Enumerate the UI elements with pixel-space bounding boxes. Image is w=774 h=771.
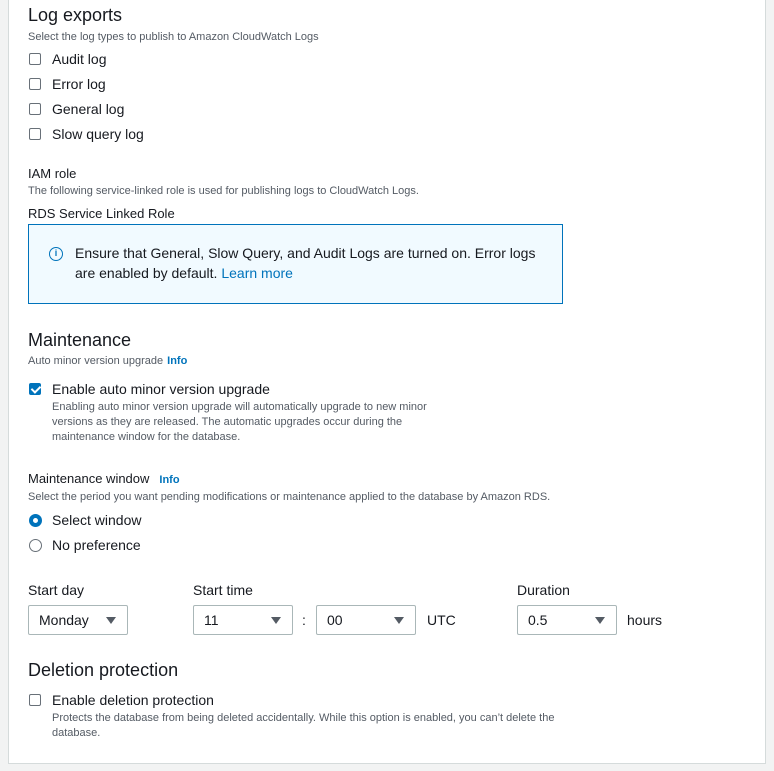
- alert-message: [75, 243, 555, 283]
- iam-role-description: The following service-linked role is used for publishing logs to CloudWatch Logs.: [28, 185, 419, 197]
- start-day-value: Monday: [39, 612, 89, 628]
- maintenance-window-info-link[interactable]: Info: [159, 474, 180, 486]
- chevron-down-icon: [394, 617, 404, 624]
- duration-label: Duration: [517, 582, 570, 598]
- duration-value: 0.5: [528, 612, 548, 628]
- deletion-protection-hint: Protects the database from being deleted accidentally. While this option is enabled, you can’t delete the database.: [52, 712, 555, 739]
- duration-unit: hours: [627, 612, 663, 628]
- deletion-protection-checkbox[interactable]: [29, 694, 41, 706]
- duration-select[interactable]: [517, 605, 617, 635]
- start-hour-value: 11: [204, 612, 219, 628]
- start-day-select[interactable]: [28, 605, 128, 635]
- audit-log-checkbox[interactable]: [29, 53, 41, 65]
- learn-more-link[interactable]: Learn more: [221, 265, 293, 281]
- maintenance-heading: Maintenance: [28, 330, 132, 350]
- auto-minor-info-link[interactable]: Info: [167, 355, 188, 367]
- start-time-label: Start time: [193, 582, 253, 598]
- maintenance-window-text: Maintenance window: [28, 471, 150, 486]
- maintenance-window-description: Select the period you want pending modifications or maintenance applied to the database by Amazon RDS.: [28, 491, 551, 503]
- audit-log-label[interactable]: Audit log: [52, 51, 107, 67]
- select-window-radio[interactable]: [29, 514, 42, 527]
- iam-role-heading: IAM role: [28, 166, 77, 181]
- auto-minor-version-label: [28, 355, 187, 367]
- alert-text: Ensure that General, Slow Query, and Audit Logs are turned on. Error logs are enabled by default.: [75, 245, 536, 281]
- deletion-protection-heading: Deletion protection: [28, 660, 179, 680]
- deletion-protection-label[interactable]: Enable deletion protection: [52, 692, 214, 708]
- auto-minor-upgrade-hint: Enabling auto minor version upgrade will automatically upgrade to new minor versions as they are released. The automatic upgrades occur during the maintenance window for the database.: [52, 401, 427, 443]
- start-day-label: Start day: [28, 582, 85, 598]
- slow-query-log-checkbox[interactable]: [29, 128, 41, 140]
- general-log-label[interactable]: General log: [52, 101, 125, 117]
- info-icon: i: [49, 247, 63, 261]
- chevron-down-icon: [106, 617, 116, 624]
- general-log-checkbox[interactable]: [29, 103, 41, 115]
- chevron-down-icon: [271, 617, 281, 624]
- timezone-label: UTC: [427, 612, 456, 628]
- auto-minor-upgrade-checkbox[interactable]: [29, 383, 41, 395]
- auto-minor-upgrade-label[interactable]: Enable auto minor version upgrade: [52, 381, 270, 397]
- start-hour-select[interactable]: [193, 605, 293, 635]
- log-info-alert: [28, 224, 563, 304]
- time-separator: :: [302, 612, 306, 628]
- start-minute-value: 00: [327, 612, 343, 628]
- log-exports-heading: Log exports: [28, 5, 123, 25]
- slow-query-log-label[interactable]: Slow query log: [52, 126, 144, 142]
- no-preference-label[interactable]: No preference: [52, 537, 141, 553]
- iam-role-name: RDS Service Linked Role: [28, 206, 175, 221]
- error-log-checkbox[interactable]: [29, 78, 41, 90]
- start-minute-select[interactable]: [316, 605, 416, 635]
- error-log-label[interactable]: Error log: [52, 76, 106, 92]
- chevron-down-icon: [595, 617, 605, 624]
- no-preference-radio[interactable]: [29, 539, 42, 552]
- log-exports-description: Select the log types to publish to Amazon CloudWatch Logs: [28, 31, 319, 43]
- select-window-label[interactable]: Select window: [52, 512, 142, 528]
- auto-minor-version-text: Auto minor version upgrade: [28, 355, 164, 367]
- maintenance-window-label: [28, 471, 180, 486]
